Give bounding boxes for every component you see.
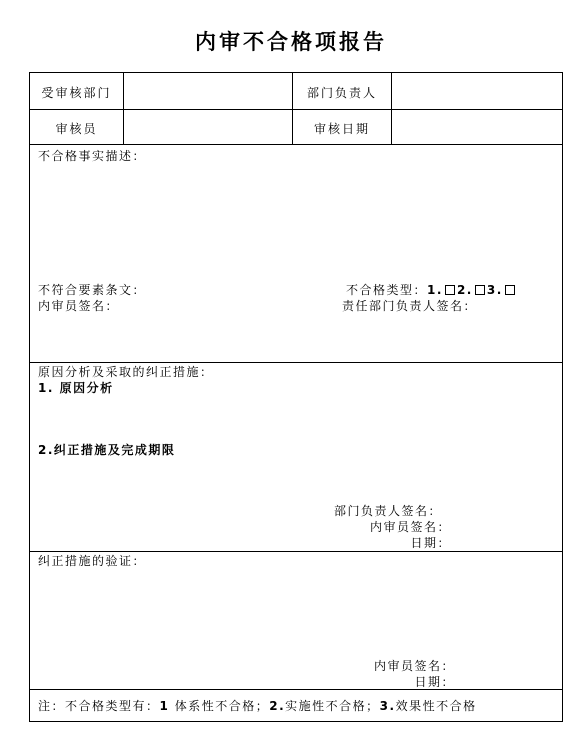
note-type-2: 实施性不合格； — [285, 699, 380, 713]
section-divider — [30, 551, 562, 552]
clause-label: 不符合要素条文： — [38, 283, 147, 297]
type-checkbox-1[interactable] — [445, 285, 455, 295]
col-divider — [391, 109, 392, 144]
facts-heading: 不合格事实描述： — [38, 149, 147, 163]
verify-date: 日期： — [414, 675, 455, 689]
note-type-3: 效果性不合格 — [395, 699, 477, 713]
note-type-1: 体系性不合格； — [174, 699, 270, 713]
note-type-1-num: 1 — [159, 699, 170, 713]
cause-analysis-item: 1. 原因分析 — [38, 381, 114, 395]
verify-auditor-sign: 内审员签名： — [373, 659, 455, 673]
nonconformity-type — [346, 283, 517, 297]
analysis-date: 日期： — [410, 536, 451, 550]
facts-auditor-sign: 内审员签名： — [38, 299, 120, 313]
type-label: 不合格类型： — [346, 283, 428, 297]
type-option-3: 3. — [486, 283, 503, 297]
type-option-1: 1. — [427, 283, 443, 297]
col-divider — [123, 109, 124, 144]
corrective-action-item: 2.纠正措施及完成期限 — [38, 443, 176, 457]
analysis-auditor-sign: 内审员签名： — [369, 520, 451, 534]
analysis-heading: 原因分析及采取的纠正措施： — [38, 365, 214, 379]
dept-head-label: 部门负责人 — [306, 86, 377, 100]
col-divider — [391, 73, 392, 109]
note-type-2-num: 2. — [269, 699, 286, 713]
report-form — [29, 72, 563, 722]
page-title: 内审不合格项报告 — [195, 29, 387, 54]
audit-date-label: 审核日期 — [313, 122, 370, 136]
type-option-2: 2. — [456, 283, 473, 297]
type-checkbox-2[interactable] — [475, 285, 485, 295]
verify-heading: 纠正措施的验证： — [38, 554, 147, 568]
section-divider — [30, 362, 562, 363]
row-divider — [30, 109, 562, 110]
note-prefix: 注：不合格类型有： — [38, 699, 160, 713]
facts-dept-head-sign: 责任部门负责人签名： — [342, 299, 478, 313]
section-divider — [30, 689, 562, 690]
dept-label: 受审核部门 — [41, 86, 112, 100]
analysis-dept-head-sign: 部门负责人签名： — [334, 504, 443, 518]
col-divider — [123, 73, 124, 109]
type-checkbox-3[interactable] — [505, 285, 515, 295]
auditor-label: 审核员 — [55, 122, 98, 136]
note-type-3-num: 3. — [379, 699, 396, 713]
row-divider — [30, 144, 562, 145]
footnote — [38, 699, 477, 713]
